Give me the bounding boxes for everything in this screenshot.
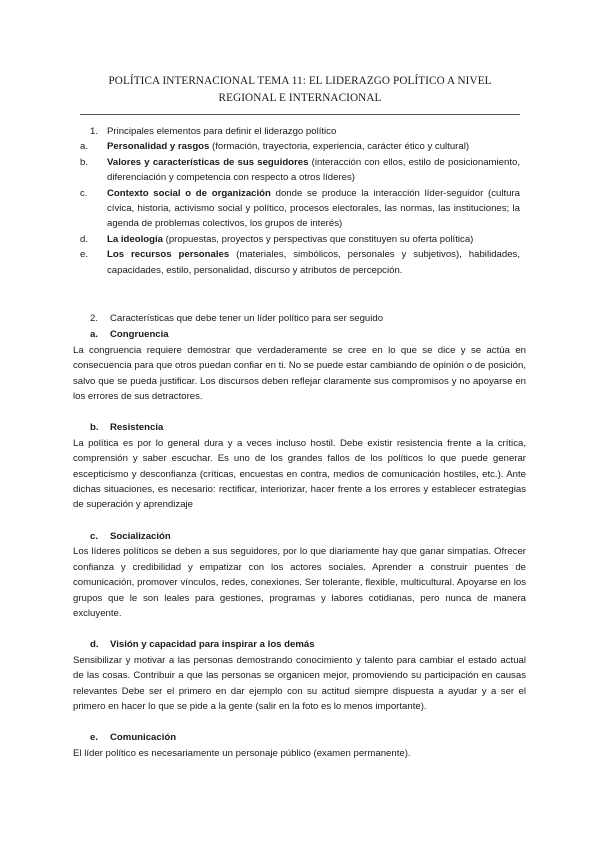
section-1-number: 1.: [90, 126, 99, 137]
list-marker: d.: [80, 233, 89, 245]
list-marker: b.: [80, 156, 89, 168]
subsection-marker: c.: [90, 530, 99, 542]
list-item: [80, 186, 520, 232]
list-item: [80, 232, 520, 247]
section-2-number: 2.: [90, 313, 99, 324]
item-bold: Personalidad y rasgos: [107, 141, 210, 153]
section-2-heading: [73, 311, 526, 326]
section-2-heading-text: Características que debe tener un líder político para ser seguido: [110, 313, 384, 324]
subsection-heading: [73, 327, 526, 342]
subsection-marker: a.: [90, 329, 99, 341]
section-2: [73, 311, 526, 761]
item-bold: Contexto social o de organización: [107, 187, 271, 199]
subsection-heading: [73, 730, 526, 745]
item-text: (propuestas, proyectos y perspectivas que constituyen su oferta política): [162, 233, 474, 245]
section-1: [80, 124, 520, 278]
subsection-paragraph: Los líderes políticos se deben a sus seguidores, por lo que diariamente hay que ganar simpatías. Ofrecer confianza y credibilidad y empatizar con los actores sociales. Aprender a construir puentes de comunicación, promover vínculos, redes, conexiones. Ser tolerante, flexible, multicultural. Apoyarse en los grupos que le son leales para gestiones, programas y labores cotidianas, pero nunca de manera excluyente.: [73, 546, 526, 619]
item-bold: La ideología: [107, 233, 163, 245]
item-bold: Los recursos personales: [107, 249, 230, 261]
subsection-title: Visión y capacidad para inspirar a los demás: [110, 639, 315, 651]
subsection-title: Congruencia: [110, 329, 169, 341]
subsection-paragraph: El líder político es necesariamente un personaje público (examen permanente).: [73, 747, 411, 759]
subsection-marker: b.: [90, 422, 99, 434]
subsection-paragraph: Sensibilizar y motivar a las personas demostrando conocimiento y talento para cambiar el estado actual de las cosas. Contribuir a que las personas se organicen mejor, promoviendo su participación en causas relevantes Debe ser el primero en dar ejemplo con su actitud siempre dispuesta a ayudar y a ser el primero en hacer lo que se pide a la gente (salir en la foto es lo menos importante).: [73, 654, 526, 712]
subsection-heading: [73, 529, 526, 544]
subsection-title: Socialización: [110, 530, 171, 542]
item-bold: Valores y características de sus seguidores: [107, 156, 309, 168]
list-marker: e.: [80, 249, 89, 261]
list-marker: c.: [80, 187, 88, 199]
subsection-title: Resistencia: [110, 422, 164, 434]
subsection-heading: [73, 420, 526, 435]
list-item: [80, 247, 520, 278]
item-text: (materiales, simbólicos, personales y subjetivos), habilidades, capacidades, estilo, personalidad, discurso y atributos de percepción.: [107, 249, 521, 276]
list-marker: a.: [80, 141, 89, 153]
list-item: [80, 139, 520, 154]
title-divider: [80, 114, 520, 115]
subsection-title: Comunicación: [110, 732, 177, 744]
section-1-heading-text: Principales elementos para definir el liderazgo político: [107, 126, 337, 137]
page-title: POLÍTICA INTERNACIONAL TEMA 11: EL LIDERAZGO POLÍTICO A NIVEL REGIONAL E INTERNACIONAL: [108, 75, 492, 104]
item-text: (interacción con ellos, estilo de posicionamiento, diferenciación y competencia con respecto a otros líderes): [107, 156, 520, 184]
subsection-paragraph: La congruencia requiere demostrar que verdaderamente se cree en lo que se dice y se actúa en consecuencia para que otros puedan confiar en ti. No se puede estar cambiando de opinión o de posición, salvo que se pueda justificar. Los discursos deben reflejar claramente sus compromisos y no apoyarse en los errores de sus detractores.: [73, 344, 526, 403]
section-1-heading: [80, 124, 520, 139]
subsection-marker: e.: [90, 732, 99, 744]
item-text: donde se produce la interacción líder-seguidor (cultura cívica, historia, activismo social y político, procesos electorales, las normas, las instituciones; la agenda de problemas colectivos, los grupos de interés): [107, 187, 520, 230]
list-item: [80, 155, 520, 186]
subsection-heading: [73, 637, 526, 652]
item-text: (formación, trayectoria, experiencia, carácter ético y cultural): [209, 141, 470, 153]
subsection-marker: d.: [90, 639, 99, 651]
subsection-paragraph: La política es por lo general dura y a veces incluso hostil. Debe existir resistencia frente a la crítica, comprensión y saber escuchar. Es uno de los grandes fallos de los políticos lo que puede generar escepticismo y desconfianza (críticas, encuestas en contra, medios de comunicación hostiles, etc.). Ante dichas situaciones, es necesario: rectificar, interiorizar, hacer frente a los errores y establecer estrategias de superación y aprendizaje: [73, 437, 526, 511]
